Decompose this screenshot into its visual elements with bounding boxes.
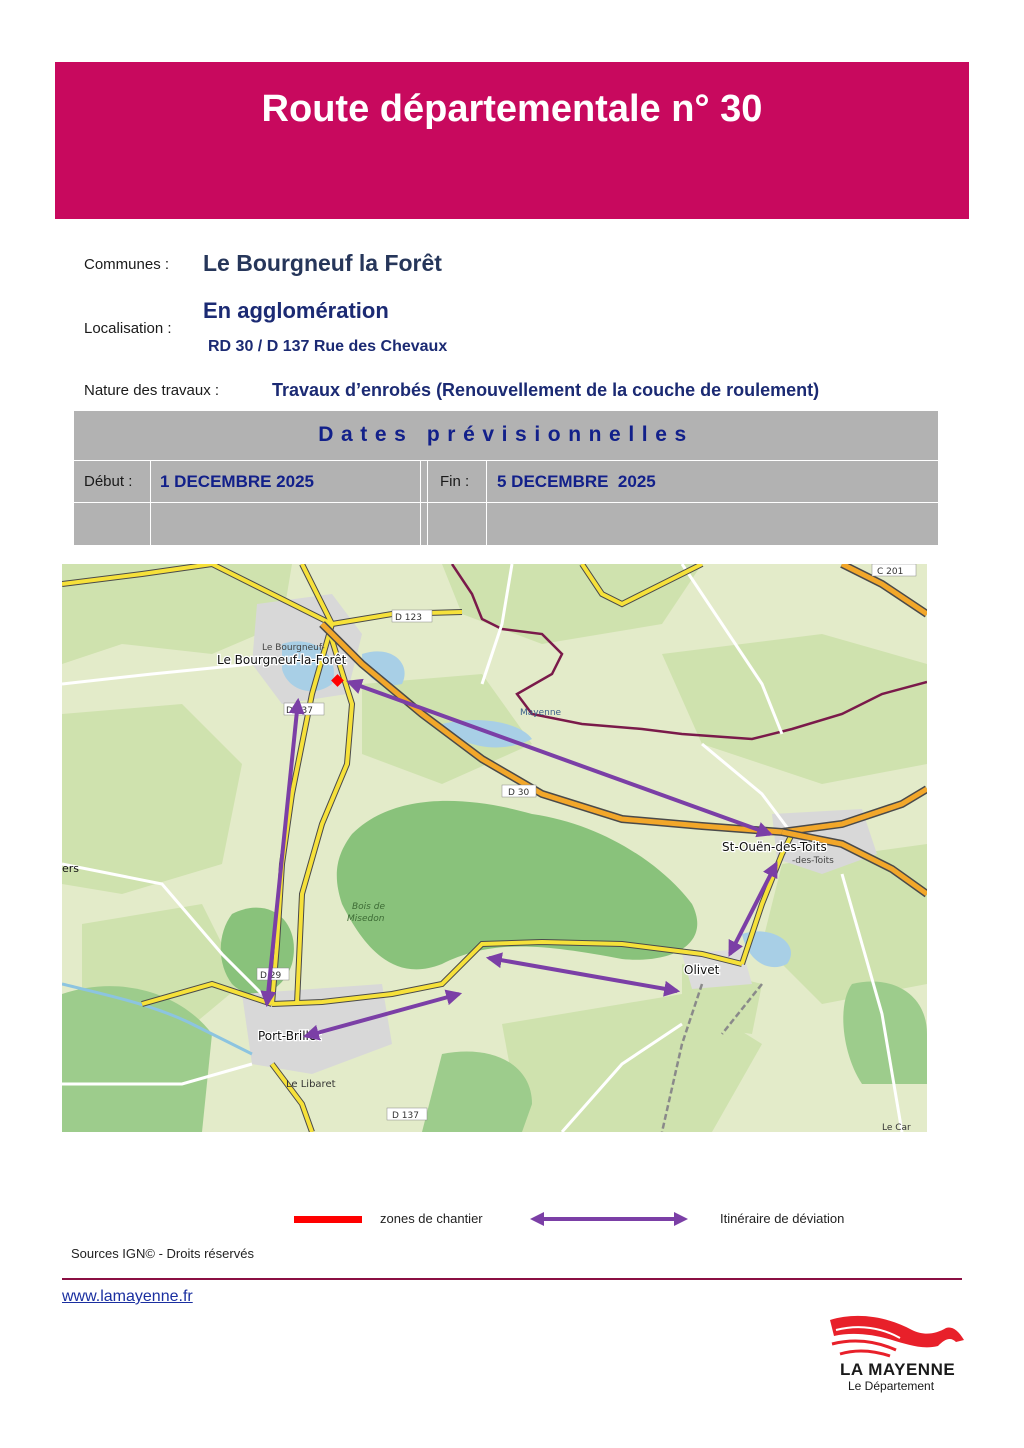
logo-name: LA MAYENNE — [840, 1360, 956, 1379]
dates-divider — [486, 460, 487, 545]
dates-title: Dates prévisionnelles — [318, 423, 694, 446]
fin-value: 5 DECEMBRE 2025 — [497, 472, 656, 491]
dates-table — [74, 411, 938, 545]
nature-value: Travaux d’enrobés (Renouvellement de la couche de roulement) — [272, 380, 820, 400]
label-ers: ers — [62, 862, 80, 875]
label-port-brillet: Port-Brillet — [258, 1029, 321, 1043]
dates-divider — [150, 460, 151, 545]
communes-value: Le Bourgneuf la Forêt — [203, 250, 442, 276]
dates-divider — [74, 460, 938, 461]
localisation-label: Localisation : — [84, 320, 172, 337]
label-d123: D 123 — [395, 613, 422, 623]
footer-divider — [62, 1278, 962, 1280]
label-c201: C 201 — [877, 567, 904, 577]
fin-label: Fin : — [440, 473, 470, 490]
debut-label: Début : — [84, 473, 133, 490]
label-bourgneuf: Le Bourgneuf-la-Forêt — [217, 653, 347, 667]
website-link[interactable]: www.lamayenne.fr — [62, 1288, 193, 1305]
detour-map — [62, 564, 927, 1132]
detour-legend-label: Itinéraire de déviation — [720, 1211, 845, 1226]
label-mayenne: Mayenne — [520, 708, 562, 718]
label-le-libaret: Le Libaret — [286, 1079, 336, 1090]
label-d137-bottom: D 137 — [392, 1111, 419, 1121]
dates-divider — [427, 460, 428, 545]
department-logo — [826, 1310, 971, 1400]
label-st-ouen-small: -des-Toits — [792, 856, 834, 866]
communes-label: Communes : — [84, 256, 170, 273]
label-le-car: Le Car — [882, 1123, 911, 1132]
logo-subtitle: Le Département — [848, 1379, 935, 1393]
label-d30: D 30 — [508, 788, 530, 798]
page-title: Route départementale n° 30 — [261, 88, 763, 130]
label-misedon: Misedon — [347, 914, 385, 924]
debut-value: 1 DECEMBRE 2025 — [160, 472, 315, 491]
label-bois: Bois de — [352, 902, 385, 912]
header-banner — [55, 62, 969, 219]
label-st-ouen: St-Ouën-des-Toits — [722, 840, 827, 854]
label-d137-top: D 137 — [286, 706, 313, 716]
worksite-legend-label: zones de chantier — [380, 1211, 483, 1226]
dates-divider — [74, 502, 938, 503]
worksite-legend-swatch — [294, 1216, 362, 1223]
detour-legend-arrow — [530, 1210, 688, 1228]
label-d29: D 29 — [260, 971, 282, 981]
sources-note: Sources IGN© - Droits réservés — [71, 1246, 254, 1261]
dates-divider — [420, 460, 421, 545]
label-bourgneuf-small: Le Bourgneuf- — [262, 643, 325, 653]
nature-label: Nature des travaux : — [84, 382, 220, 399]
localisation-value: En agglomération — [203, 298, 389, 323]
horse-logo-icon — [826, 1310, 971, 1358]
localisation-detail: RD 30 / D 137 Rue des Chevaux — [208, 338, 448, 355]
label-olivet: Olivet — [684, 963, 720, 977]
